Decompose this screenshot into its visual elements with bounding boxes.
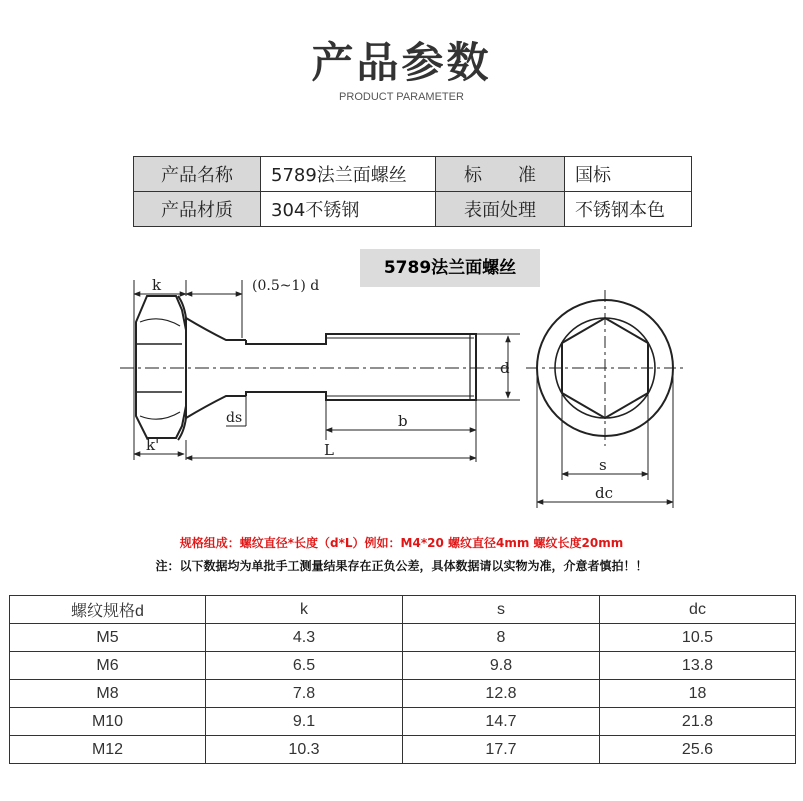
spec-cell: 9.8 <box>403 652 600 680</box>
spec-cell: M8 <box>10 680 206 708</box>
spec-header-cell: dc <box>600 596 796 624</box>
page-title: 产品参数 <box>311 38 492 87</box>
param-label: 产品材质 <box>134 192 261 227</box>
dim-label-ds: ds <box>226 410 243 426</box>
dim-label-thread-length: (0.5~1) d <box>252 278 320 294</box>
dim-label-d: d <box>500 359 510 377</box>
disclaimer-note: 注：以下数据均为单批手工测量结果存在正负公差，具体数据请以实物为准，介意者慎拍！！ <box>155 559 648 573</box>
param-label: 表面处理 <box>436 192 565 227</box>
spec-cell: 13.8 <box>600 652 796 680</box>
spec-cell: 17.7 <box>403 736 600 764</box>
param-value: 5789法兰面螺丝 <box>261 157 436 192</box>
spec-header-cell: s <box>403 596 600 624</box>
spec-cell: 4.3 <box>206 624 403 652</box>
spec-cell: 10.3 <box>206 736 403 764</box>
spec-cell: 7.8 <box>206 680 403 708</box>
table-row <box>10 624 796 652</box>
param-value: 不锈钢本色 <box>565 192 692 227</box>
table-row <box>10 708 796 736</box>
bolt-end-view <box>526 290 684 446</box>
spec-header-cell: 螺纹规格d <box>10 596 206 624</box>
table-row <box>10 736 796 764</box>
page-subtitle: PRODUCT PARAMETER <box>339 91 464 103</box>
spec-header-cell: k <box>206 596 403 624</box>
spec-cell: 14.7 <box>403 708 600 736</box>
spec-cell: M6 <box>10 652 206 680</box>
dim-label-b: b <box>398 412 408 430</box>
spec-table <box>9 595 796 764</box>
spec-cell: M10 <box>10 708 206 736</box>
spec-cell: M5 <box>10 624 206 652</box>
spec-cell: 12.8 <box>403 680 600 708</box>
dim-label-L: L <box>324 441 334 459</box>
spec-cell: 21.8 <box>600 708 796 736</box>
table-row <box>10 680 796 708</box>
spec-cell: 9.1 <box>206 708 403 736</box>
dim-label-k: k <box>152 276 162 294</box>
param-value: 304不锈钢 <box>261 192 436 227</box>
param-value: 国标 <box>565 157 692 192</box>
spec-cell: 18 <box>600 680 796 708</box>
spec-cell: 8 <box>403 624 600 652</box>
param-label: 产品名称 <box>134 157 261 192</box>
spec-cell: M12 <box>10 736 206 764</box>
spec-table-header <box>10 596 796 624</box>
dim-label-dc: dc <box>595 484 614 502</box>
spec-cell: 10.5 <box>600 624 796 652</box>
dim-label-s: s <box>599 456 607 474</box>
spec-cell: 6.5 <box>206 652 403 680</box>
spec-cell: 25.6 <box>600 736 796 764</box>
bolt-shank-outline <box>246 334 476 400</box>
param-label: 标 准 <box>436 157 565 192</box>
table-row <box>10 652 796 680</box>
diagram-title: 5789法兰面螺丝 <box>360 249 540 287</box>
spec-rule-note: 规格组成：螺纹直径*长度（d*L）例如：M4*20 螺纹直径4mm 螺纹长度20mm <box>179 536 624 550</box>
dim-label-k-prime: k' <box>146 436 160 454</box>
